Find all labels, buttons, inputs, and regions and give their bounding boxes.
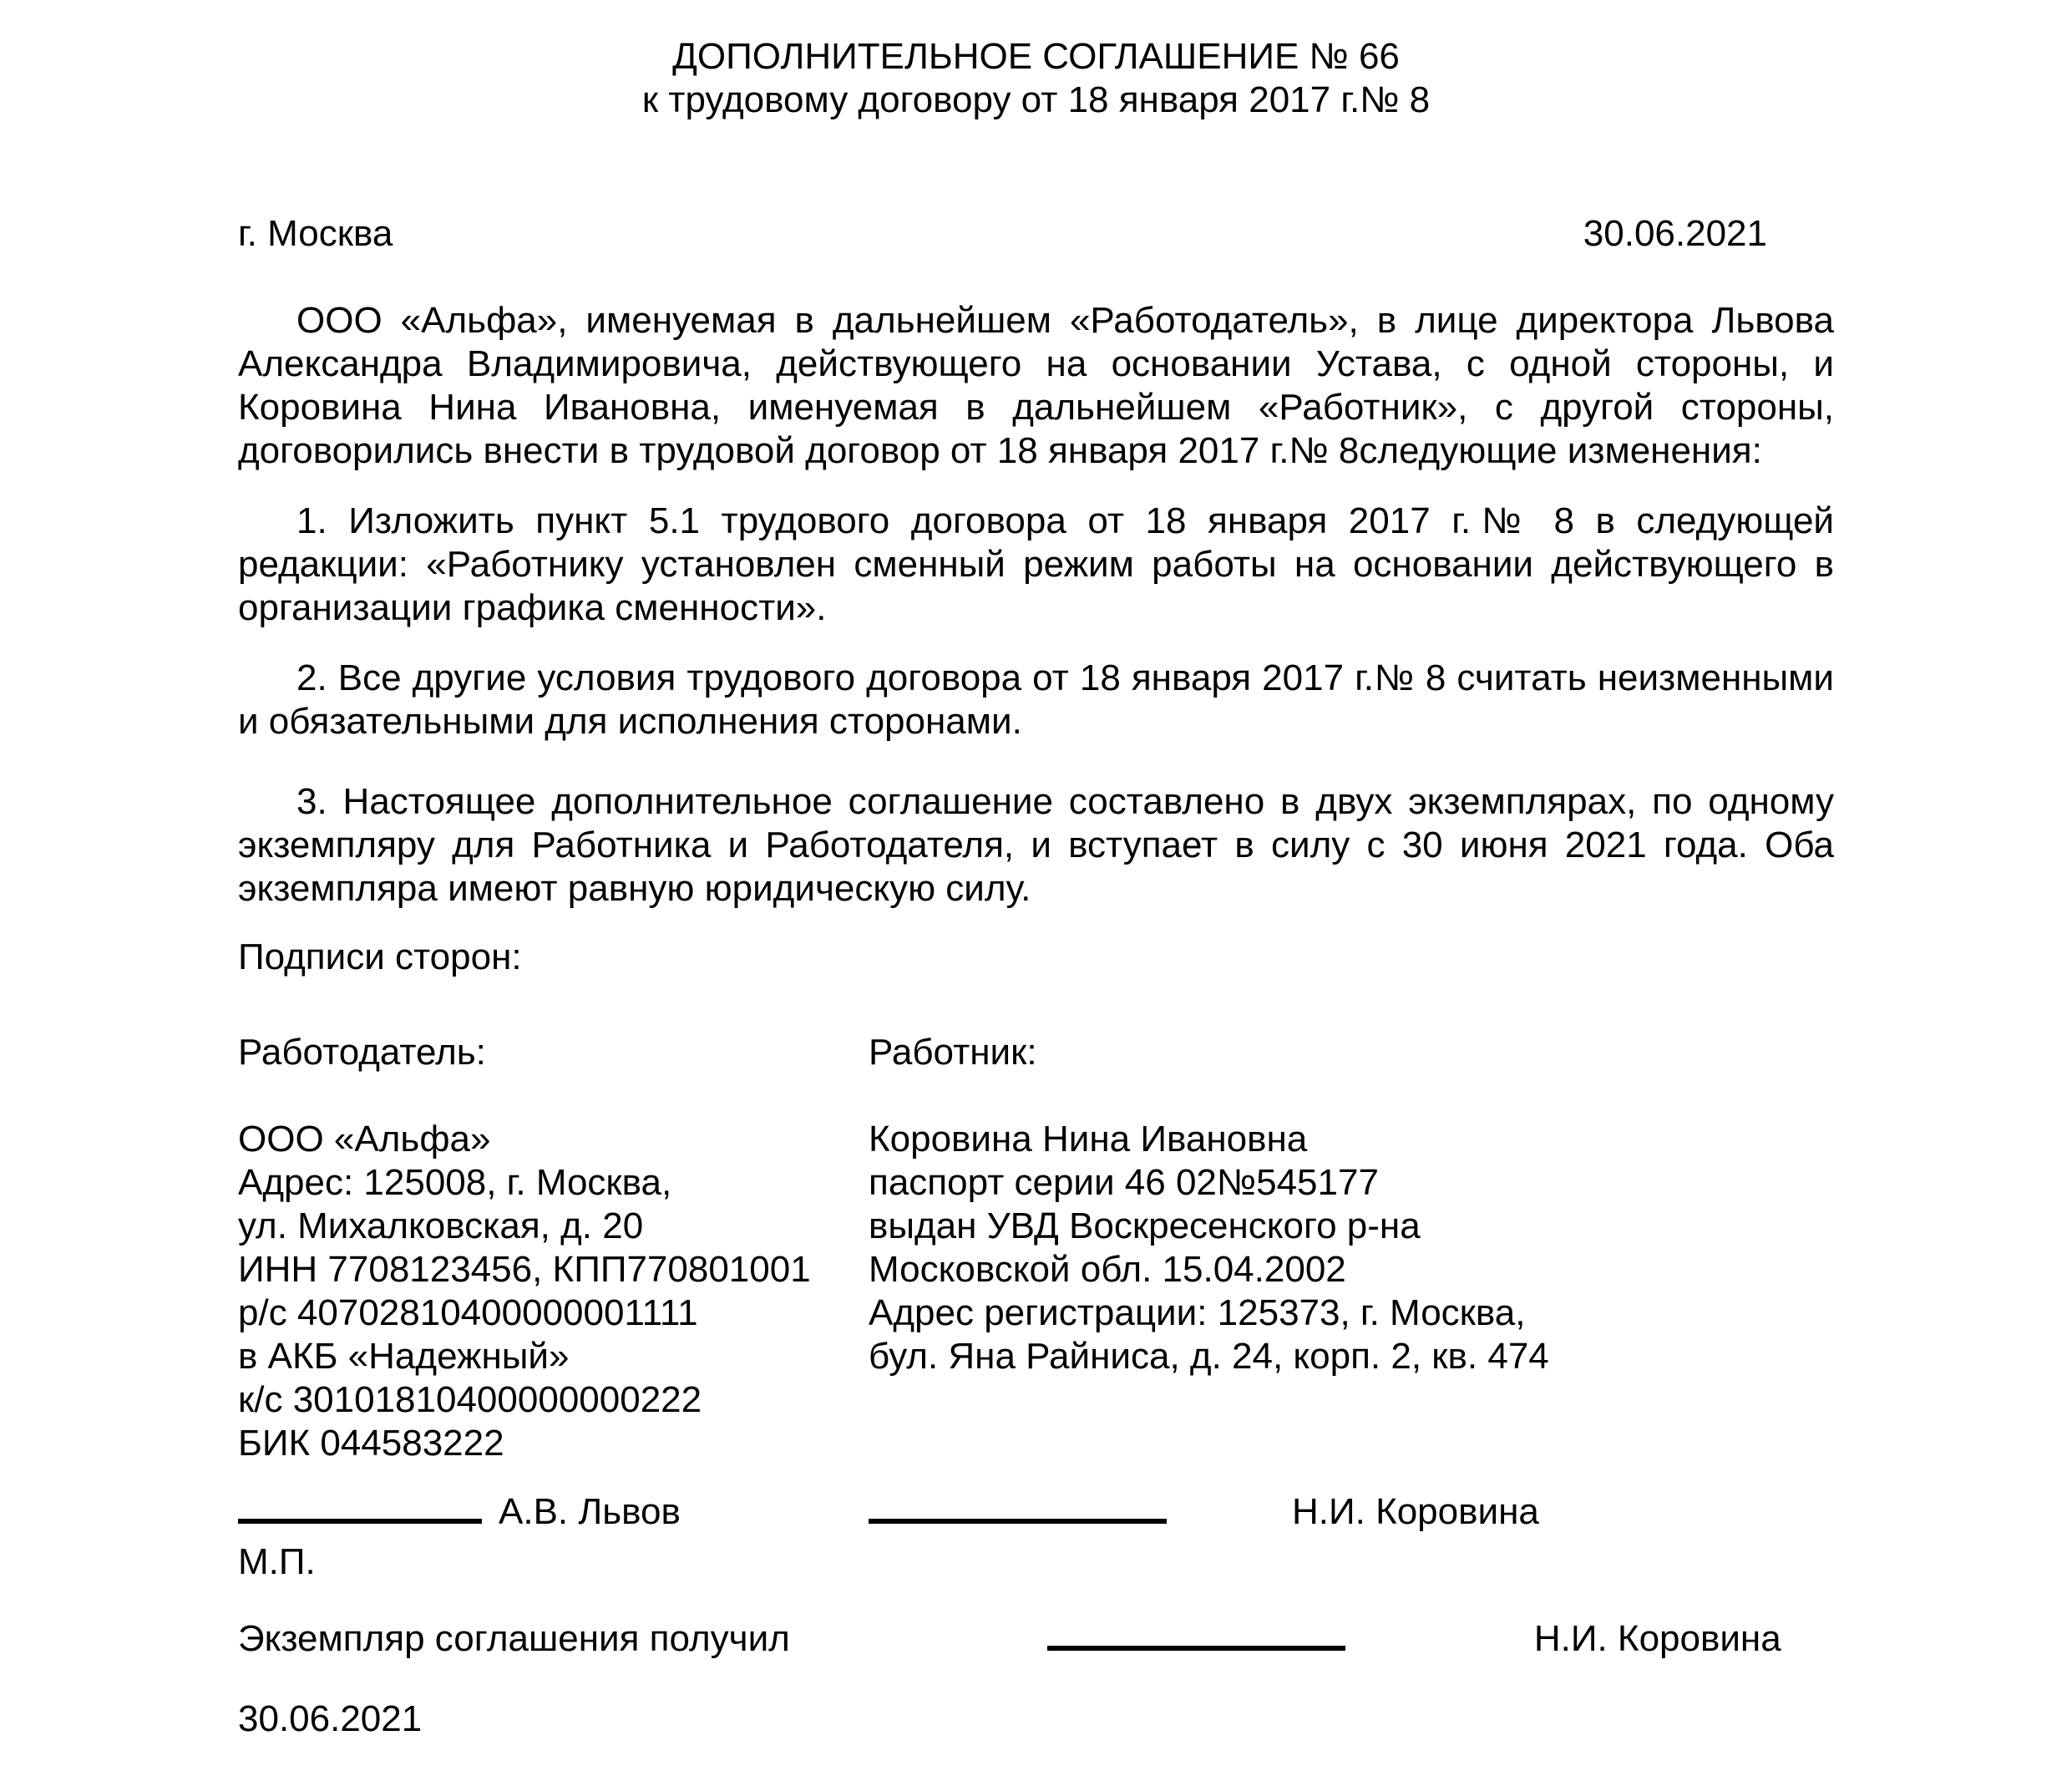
employer-detail-line: ИНН 7708123456, КПП770801001 <box>238 1249 811 1290</box>
employee-detail-line: Адрес регистрации: 125373, г. Москва, <box>869 1292 1526 1333</box>
employee-detail-line: бул. Яна Райниса, д. 24, корп. 2, кв. 474 <box>869 1336 1549 1377</box>
employee-detail-line: Московской обл. 15.04.2002 <box>869 1249 1346 1290</box>
footer-date: 30.06.2021 <box>238 1698 423 1739</box>
receipt-label: Экземпляр соглашения получил <box>238 1618 790 1659</box>
employer-signature <box>238 1490 869 1534</box>
employer-column <box>238 1031 869 1465</box>
clause-3: 3. Настоящее дополнительное соглашение составлено в двух экземплярах, по одному экземпляру для Работника и Работодателя, и вступает в силу с 30 июня 2021 года. Оба экземпляра имеют равную юридическую силу. <box>238 781 1834 909</box>
employee-column <box>869 1031 1834 1465</box>
employer-heading: Работодатель: <box>238 1032 486 1073</box>
employer-detail-line: БИК 044583222 <box>238 1423 504 1464</box>
intro-paragraph: ООО «Альфа», именуемая в дальнейшем «Работодатель», в лице директора Львова Александра Владимировича, действующего на основании Устава, с одной стороны, и Коровина Нина Ивановна, именуемая в дальнейшем «Работник», с другой стороны, договорились внести в трудовой договор от 18 января 2017 г.№ 8следующие изменения: <box>238 300 1834 471</box>
signatures-heading: Подписи сторон: <box>238 936 522 977</box>
receipt-row <box>238 1617 1834 1661</box>
receipt-signature-line <box>1047 1621 1345 1651</box>
employee-signature <box>869 1490 1834 1534</box>
employer-signature-name: А.В. Львов <box>499 1491 681 1532</box>
document-title: ДОПОЛНИТЕЛЬНОЕ СОГЛАШЕНИЕ № 66 <box>672 36 1400 77</box>
employer-detail-line: р/с 40702810400000001111 <box>238 1292 698 1333</box>
employee-signature-name: Н.И. Коровина <box>1292 1491 1539 1532</box>
city-date-row <box>238 212 1834 256</box>
employer-detail-line: к/с 30101810400000000222 <box>238 1379 702 1420</box>
signature-row <box>238 1490 1834 1534</box>
place-label: г. Москва <box>238 213 393 254</box>
employee-detail-line: выдан УВД Воскресенского р-на <box>869 1205 1421 1246</box>
employer-detail-line: ул. Михалковская, д. 20 <box>238 1205 644 1246</box>
clause-1: 1. Изложить пункт 5.1 трудового договора от 18 января 2017 г.№ 8 в следующей редакции: «Работнику установлен сменный режим работы на основании действующего в организации графика сменности». <box>238 500 1834 628</box>
employer-signature-line <box>238 1494 482 1524</box>
employee-detail-line: Коровина Нина Ивановна <box>869 1119 1308 1160</box>
employer-detail-line: ООО «Альфа» <box>238 1119 491 1160</box>
receipt-signature-name: Н.И. Коровина <box>1533 1618 1781 1659</box>
employer-detail-line: Адрес: 125008, г. Москва, <box>238 1162 672 1203</box>
clause-2: 2. Все другие условия трудового договора от 18 января 2017 г.№ 8 считать неизменными и обязательными для исполнения сторонами. <box>238 657 1834 742</box>
date-label: 30.06.2021 <box>1583 213 1767 254</box>
employee-signature-line <box>869 1494 1167 1524</box>
employee-heading: Работник: <box>869 1032 1037 1073</box>
signature-columns <box>238 1031 1834 1465</box>
stamp-place-label: М.П. <box>238 1541 316 1582</box>
document-subtitle: к трудовому договору от 18 января 2017 г.№ 8 <box>641 79 1431 120</box>
employer-detail-line: в АКБ «Надежный» <box>238 1336 570 1377</box>
employee-detail-line: паспорт серии 46 02№545177 <box>869 1162 1379 1203</box>
